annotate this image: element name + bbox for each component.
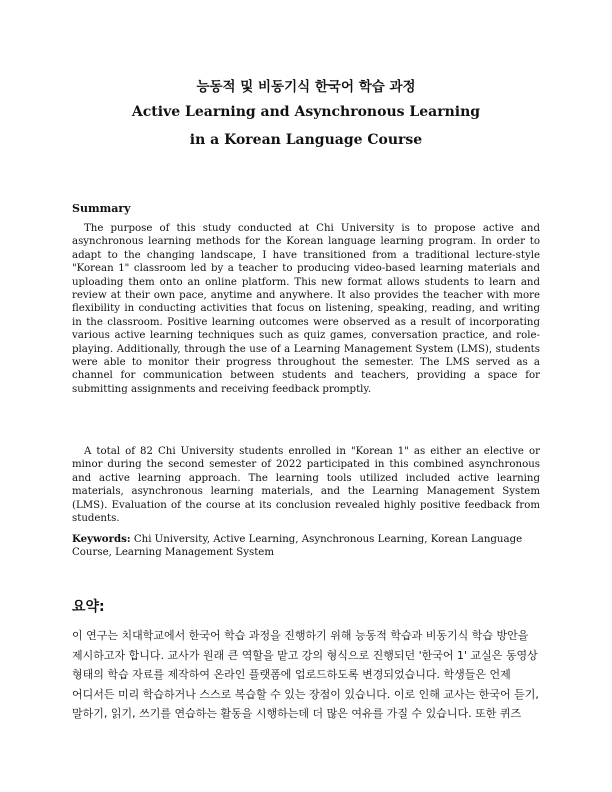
english-title-line1: Active Learning and Asynchronous Learning [131, 104, 481, 120]
keywords-label: Keywords: [72, 533, 131, 545]
keywords-text: Chi University, Active Learning, Asynchronous Learning, Korean Language Course, Learning Management System [72, 534, 523, 559]
summary-paragraph-1: The purpose of this study conducted at Chi University is to propose active and asynchronous learning methods for the Korean language learning program. In order to adapt to the changing landscape, I have transitioned from a traditional lecture-style "Korean 1" classroom led by a teacher to producing video-based learning materials and uploading them onto an online platform. This new format allows students to learn and review at their own pace, anytime and anywhere. It also provides the teacher with more flexibility in conducting activities that focus on listening, speaking, reading, and writing in the classroom. Positive learning outcomes were observed as a result of incorporating various active learning techniques such as quiz games, conversation practice, and role-playing. Additionally, through the use of a Learning Management System (LMS), students were able to monitor their progress throughout the semester. The LMS served as a channel for communication between students and teachers, providing a space for submitting assignments and receiving feedback promptly. [72, 223, 540, 395]
korean-summary-line: 어디서든 미리 학습하거나 스스로 복습할 수 있는 장점이 있습니다. 이로 인해 교사는 한국어 듣기, [72, 687, 539, 701]
korean-summary-paragraph [72, 626, 542, 724]
keywords-section [72, 533, 540, 560]
summary-paragraph-2: A total of 82 Chi University students enrolled in "Korean 1" as either an elective or minor during the second semester of 2022 participated in this combined asynchronous and active learning approach. The learning tools utilized included active learning materials, asynchronous learning materials, and the Learning Management System (LMS). Evaluation of the course at its conclusion revealed highly positive feedback from students. [72, 446, 540, 525]
english-title-line2: in a Korean Language Course [189, 132, 423, 148]
korean-summary-line: 형태의 학습 자료를 제작하여 온라인 플랫폼에 업로드하도록 변경되었습니다. 학생들은 언제 [72, 668, 511, 682]
korean-summary-line: 이 연구는 치대학교에서 한국어 학습 과정을 진행하기 위해 능동적 학습과 비동기식 학습 방안을 [72, 629, 529, 642]
korean-summary-line: 제시하고자 합니다. 교사가 원래 큰 역할을 맡고 강의 형식으로 진행되던 '한국어 1' 교실은 동영상 [72, 648, 538, 662]
korean-summary-line: 말하기, 읽기, 쓰기를 연습하는 활동을 시행하는데 더 많은 여유를 가질 수 있습니다. 또한 퀴즈 [72, 707, 522, 721]
summary-heading: Summary [72, 202, 131, 215]
korean-summary-heading: 요약: [72, 599, 105, 615]
korean-title: 능동적 및 비동기식 한국어 학습 과정 [196, 79, 416, 95]
